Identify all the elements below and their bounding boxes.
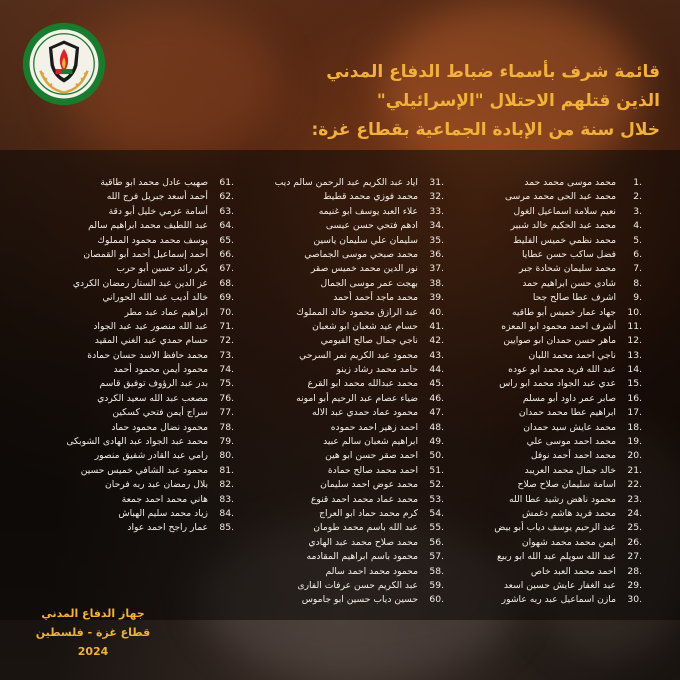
list-item (44, 262, 234, 276)
list-item (452, 219, 642, 233)
list-item (254, 507, 444, 521)
list-item-number: 16. (627, 392, 642, 404)
list-item-number: 25. (627, 522, 642, 534)
list-item (452, 291, 642, 305)
list-item (44, 363, 234, 377)
list-item-name: محمود محمد احمد سالم (325, 565, 418, 577)
footer-location: قطاع غزة - فلسطين (35, 626, 151, 639)
list-item (44, 478, 234, 492)
list-item (44, 421, 234, 435)
list-item-name: محمد عايش سيد حمدان (523, 421, 616, 433)
list-item-name: محمود أيمن محمود أحمد (113, 364, 208, 376)
list-item-name: احمد زهير احمد حموده (330, 421, 418, 433)
list-item-name: حسام حمدي عبد الغني المقيد (94, 335, 208, 347)
list-item (452, 493, 642, 507)
list-item-name: فضل ساكب حسن عطايا (521, 248, 616, 260)
list-item-number: 34. (429, 220, 444, 232)
list-item (254, 449, 444, 463)
list-item-number: 72. (219, 335, 234, 347)
list-item (452, 320, 642, 334)
list-item-number: 12. (627, 335, 642, 347)
list-item-name: محمد فريد هاشم دغمش (522, 507, 616, 519)
list-item-number: 59. (429, 579, 444, 591)
list-item-number: 6. (633, 248, 642, 260)
list-item (44, 291, 234, 305)
list-item-number: 7. (633, 263, 642, 275)
list-item-number: 18. (627, 421, 642, 433)
list-item (452, 550, 642, 564)
list-item-number: 41. (429, 320, 444, 332)
list-item-number: 36. (429, 248, 444, 260)
list-item-name: ناجي جمال صالح الفيومي (320, 335, 418, 347)
list-item (254, 349, 444, 363)
list-item-number: 53. (429, 493, 444, 505)
list-item-name: احمد محمد العبد خاص (530, 565, 616, 577)
list-item (254, 176, 444, 190)
list-item-number: 55. (429, 522, 444, 534)
list-item (254, 536, 444, 550)
list-item-name: ابراهيم عماد عبد مطر (124, 306, 208, 318)
list-item (44, 334, 234, 348)
list-item (452, 406, 642, 420)
list-item-name: مصعب عبد الله سعيد الكردي (97, 392, 208, 404)
list-item-name: عدي عبد الجواد محمد ابو راس (499, 378, 616, 390)
list-item-number: 2. (633, 191, 642, 203)
list-item-name: محمد صلاح محمد عبد الهادي (308, 536, 418, 548)
list-item-name: محمد نظمي خميس الفليط (513, 234, 616, 246)
list-item-number: 26. (627, 536, 642, 548)
list-item-name: اسامة سليمان صلاح صلاح (517, 479, 616, 491)
list-item-number: 31. (429, 177, 444, 188)
list-item (254, 406, 444, 420)
footer (28, 604, 158, 661)
list-item-name: محمد حافظ الاسد حسان حمادة (87, 349, 208, 361)
list-item (452, 349, 642, 363)
list-item-number: 11. (627, 320, 642, 332)
list-item-name: عبد الرحيم يوسف دياب أبو بيض (494, 522, 616, 534)
list-item (254, 421, 444, 435)
list-item-number: 54. (429, 507, 444, 519)
list-item-number: 61. (219, 177, 234, 188)
list-item-name: ضياء عصام عبد الرحيم أبو امونه (296, 392, 418, 404)
list-item (452, 377, 642, 391)
list-item (44, 493, 234, 507)
list-item (452, 248, 642, 262)
list-item-number: 50. (429, 450, 444, 462)
list-item-number: 9. (633, 292, 642, 304)
list-item-number: 48. (429, 421, 444, 433)
list-item (452, 521, 642, 535)
list-item-number: 35. (429, 234, 444, 246)
names-column-left (44, 176, 234, 536)
list-item (254, 579, 444, 593)
list-item (254, 291, 444, 305)
list-item-name: ايمن محمد محمد شهوان (521, 536, 616, 548)
list-item (254, 190, 444, 204)
list-item (254, 435, 444, 449)
list-item-number: 4. (633, 220, 642, 232)
list-item-number: 24. (627, 507, 642, 519)
list-item-name: محمد عبد الحى محمد مرسى (504, 191, 616, 203)
list-item-number: 49. (429, 436, 444, 448)
list-item-number: 60. (429, 594, 444, 606)
list-item (44, 306, 234, 320)
list-item-name: حسام عيد شعبان ابو شعبان (312, 320, 418, 332)
list-item-number: 1. (633, 177, 642, 188)
list-item (44, 248, 234, 262)
list-item-name: محمود ناهض رشيد عطا الله (508, 493, 616, 505)
list-item (452, 334, 642, 348)
list-item-number: 43. (429, 349, 444, 361)
list-item-number: 83. (219, 493, 234, 505)
list-item-number: 33. (429, 205, 444, 217)
list-item-name: خالد جمال محمد العريبد (524, 464, 616, 476)
list-item (254, 377, 444, 391)
list-item-name: مازن اسماعيل عبد ربه عاشور (501, 594, 616, 606)
list-item (452, 478, 642, 492)
list-item-number: 46. (429, 392, 444, 404)
list-item (254, 334, 444, 348)
list-item-number: 71. (219, 320, 234, 332)
list-item-number: 52. (429, 479, 444, 491)
list-item (44, 234, 234, 248)
list-item (44, 190, 234, 204)
list-item-number: 82. (219, 479, 234, 491)
list-item-name: ابراهيم شعبان سالم عبيد (323, 436, 418, 448)
list-item-number: 14. (627, 364, 642, 376)
list-item-name: أحمد أسعد جبريل فرج الله (106, 191, 208, 203)
list-item-name: عبد الغفار عايش حسين اسعد (503, 579, 616, 591)
title-line: قائمة شرف بأسماء ضباط الدفاع المدني (326, 62, 660, 82)
list-item-name: محمد فوزي محمد قطيط (323, 191, 418, 203)
list-item-name: عبد الله فريد محمد ابو عوده (508, 364, 616, 376)
list-item-name: اشرف عطا صالح جحا (532, 292, 616, 304)
list-item-number: 76. (219, 392, 234, 404)
list-item-name: محمد عبدالله محمد ابو القرع (307, 378, 418, 390)
list-item (452, 190, 642, 204)
list-item-name: أسامة عزمي خليل أبو دقة (108, 205, 208, 217)
list-item-name: محمد ماجد أحمد أحمد (333, 292, 418, 304)
list-item-name: محمود نضال محمود حماد (111, 421, 208, 433)
list-item-number: 68. (219, 277, 234, 289)
list-item-number: 79. (219, 436, 234, 448)
list-item (254, 248, 444, 262)
list-item (44, 320, 234, 334)
list-item-name: احمد محمد صالح حمادة (327, 464, 418, 476)
list-item-number: 39. (429, 292, 444, 304)
names-column-middle (254, 176, 444, 608)
list-item (254, 306, 444, 320)
list-item (452, 593, 642, 607)
list-item-number: 85. (219, 522, 234, 534)
list-item-number: 28. (627, 565, 642, 577)
list-item-name: محمود عماد حمدي عبد الاله (312, 407, 418, 419)
list-item-number: 51. (429, 464, 444, 476)
list-item-number: 73. (219, 349, 234, 361)
list-item-name: عمار راجح احمد عواد (127, 522, 208, 534)
list-item-name: حسين دياب حسين ابو جاموس (301, 594, 418, 606)
list-item-number: 3. (633, 205, 642, 217)
list-item-name: بهجت عمر موسى الجمال (320, 277, 418, 289)
list-item-name: محمد سليمان شحادة جبر (519, 263, 616, 275)
list-item-number: 40. (429, 306, 444, 318)
list-item-name: محمد احمد أحمد نوفل (530, 450, 616, 462)
list-item (452, 435, 642, 449)
footer-organization: جهاز الدفاع المدني (41, 607, 145, 620)
list-item-name: احمد صقر حسن ابو هين (325, 450, 418, 462)
list-item (254, 550, 444, 564)
list-item (452, 507, 642, 521)
list-item (452, 536, 642, 550)
list-item-name: يوسف محمد محمود المملوك (97, 234, 208, 246)
list-item-number: 19. (627, 436, 642, 448)
list-item-number: 70. (219, 306, 234, 318)
list-item (44, 219, 234, 233)
list-item-number: 21. (627, 464, 642, 476)
list-item (254, 363, 444, 377)
list-item (44, 377, 234, 391)
list-item-number: 57. (429, 551, 444, 563)
list-item-number: 8. (633, 277, 642, 289)
list-item-number: 10. (627, 306, 642, 318)
list-item (44, 176, 234, 190)
list-item-number: 32. (429, 191, 444, 203)
list-item-name: عبد الله منصور عيد عبد الجواد (93, 320, 208, 332)
list-item-name: اياد عبد الكريم عبد الرحمن سالم ديب (274, 177, 418, 188)
list-item (452, 464, 642, 478)
list-item-number: 84. (219, 507, 234, 519)
list-item-name: محمود عبد الشافي خميس حسين (80, 464, 208, 476)
list-item (452, 234, 642, 248)
list-item-number: 20. (627, 450, 642, 462)
list-item-name: محمد عماد محمد احمد قنوع (310, 493, 418, 505)
list-item-number: 13. (627, 349, 642, 361)
list-item-name: بكر رائد حسين أبو حرب (116, 263, 208, 275)
list-item (452, 176, 642, 190)
title-line: الذين قتلهم الاحتلال "الإسرائيلي" (376, 91, 660, 111)
list-item-number: 58. (429, 565, 444, 577)
list-item (254, 234, 444, 248)
list-item-name: أحمد إسماعيل أحمد أبو القمصان (83, 248, 208, 260)
list-item-number: 69. (219, 292, 234, 304)
list-item (254, 205, 444, 219)
list-item-name: محمود باسم ابراهيم المقادمه (306, 551, 418, 563)
footer-year: 2024 (77, 645, 109, 658)
list-item (452, 205, 642, 219)
list-item-number: 45. (429, 378, 444, 390)
list-item (452, 363, 642, 377)
list-item-number: 42. (429, 335, 444, 347)
list-item-number: 17. (627, 407, 642, 419)
list-item-number: 74. (219, 364, 234, 376)
list-item-number: 77. (219, 407, 234, 419)
list-item (44, 507, 234, 521)
list-item-name: ناجي احمد محمد اللبان (528, 349, 616, 361)
list-item-number: 78. (219, 421, 234, 433)
list-item-number: 23. (627, 493, 642, 505)
list-item-name: عبد الله باسم محمد طومان (313, 522, 418, 534)
list-item-number: 65. (219, 234, 234, 246)
list-item (254, 320, 444, 334)
list-item-number: 5. (633, 234, 642, 246)
list-item (452, 262, 642, 276)
list-item-name: محمد عوض احمد سليمان (320, 479, 418, 491)
list-item (452, 277, 642, 291)
list-item-name: خالد أديب عبد الله الحوراني (102, 292, 208, 304)
title-line: خلال سنة من الإبادة الجماعية بقطاع غزة: (311, 120, 660, 140)
list-item (452, 421, 642, 435)
list-item-name: بدر عبد الرؤوف توفيق قاسم (99, 378, 208, 390)
list-item-number: 75. (219, 378, 234, 390)
list-item-name: صابر عمر داود أبو مسلم (522, 392, 616, 404)
list-item (452, 306, 642, 320)
list-item (254, 493, 444, 507)
list-item-number: 29. (627, 579, 642, 591)
list-item-number: 56. (429, 536, 444, 548)
list-item-number: 44. (429, 364, 444, 376)
list-item-number: 22. (627, 479, 642, 491)
list-item (254, 464, 444, 478)
list-item-name: علاء العبد يوسف ابو غنيمه (318, 205, 418, 217)
list-item-name: كرم محمد حماد ابو العراج (319, 507, 418, 519)
list-item-name: محمد صبحي موسى الجماصي (304, 248, 418, 260)
list-item-number: 37. (429, 263, 444, 275)
list-item-name: نعيم سلامة اسماعيل الغول (513, 205, 616, 217)
list-item-name: عبد الرازق محمود خالد المملوك (296, 306, 418, 318)
list-item-number: 30. (627, 594, 642, 606)
list-item-name: شادى حسن ابراهيم حمد (522, 277, 616, 289)
list-item (44, 521, 234, 535)
list-item-name: محمود عبد الكريم نمر السرحي (299, 349, 418, 361)
list-item-number: 15. (627, 378, 642, 390)
list-item-name: جهاد عمار خميس أبو طاقيه (511, 306, 616, 318)
list-item-name: محمد عبد الجواد عبد الهادى الشوبكى (66, 436, 208, 448)
civil-defense-emblem-icon (22, 22, 106, 106)
list-item (254, 478, 444, 492)
list-item (254, 565, 444, 579)
list-item-name: ماهر حسن حمدان ابو صوايين (503, 335, 616, 347)
list-item-number: 64. (219, 220, 234, 232)
list-item-name: زياد محمد سليم الهباش (118, 507, 208, 519)
list-item (254, 277, 444, 291)
list-item-number: 27. (627, 551, 642, 563)
list-item (254, 219, 444, 233)
page-title (170, 58, 660, 145)
list-item (44, 449, 234, 463)
list-item-number: 66. (219, 248, 234, 260)
list-item-name: عبد اللطيف محمد ابراهيم سالم (88, 220, 208, 232)
names-column-right (452, 176, 642, 608)
list-item (452, 449, 642, 463)
list-item-number: 62. (219, 191, 234, 203)
list-item (44, 406, 234, 420)
list-item-name: رامي عبد القادر شفيق منصور (94, 450, 208, 462)
list-item-name: أشرف احمد محمود ابو المعزه (501, 320, 616, 332)
list-item-number: 81. (219, 464, 234, 476)
list-item-number: 47. (429, 407, 444, 419)
list-item (452, 392, 642, 406)
list-item-name: نور الدين محمد خميس صقر (310, 263, 418, 275)
list-item-name: سليمان علي سليمان ياسين (313, 234, 418, 246)
list-item-name: حامد محمد رشاد زينو (336, 364, 418, 376)
list-item (44, 392, 234, 406)
list-item (254, 262, 444, 276)
list-item-name: صهيب عادل محمد ابو طاقية (100, 177, 208, 188)
list-item-number: 80. (219, 450, 234, 462)
list-item-name: عز الدين عبد الستار رمضان الكردي (72, 277, 208, 289)
list-item-name: محمد احمد موسى علي (526, 436, 616, 448)
list-item-name: سراج أيمن فتحي كسكين (112, 407, 208, 419)
list-item (44, 464, 234, 478)
list-item-name: عبد الكريم حسن عرفات الفارى (297, 579, 418, 591)
list-item-name: محمد عبد الحكيم خالد شبير (510, 220, 616, 232)
list-item (44, 435, 234, 449)
list-item-name: محمد موسى محمد حمد (524, 177, 616, 188)
list-item-name: هاني محمد احمد جمعة (121, 493, 208, 505)
list-item (44, 205, 234, 219)
list-item-name: ادهم فتحي حسن عيسى (325, 220, 418, 232)
list-item (254, 392, 444, 406)
list-item (254, 521, 444, 535)
list-item (452, 579, 642, 593)
list-item (44, 349, 234, 363)
list-item-name: عبد الله سويلم عبد الله ابو ربيع (497, 551, 616, 563)
list-item-name: بلال رمضان عبد ربه فرحان (105, 479, 208, 491)
list-item-number: 67. (219, 263, 234, 275)
list-item (254, 593, 444, 607)
list-item-name: ابراهيم عطا محمد حمدان (518, 407, 616, 419)
list-item-number: 38. (429, 277, 444, 289)
list-item (452, 565, 642, 579)
list-item (44, 277, 234, 291)
list-item-number: 63. (219, 205, 234, 217)
